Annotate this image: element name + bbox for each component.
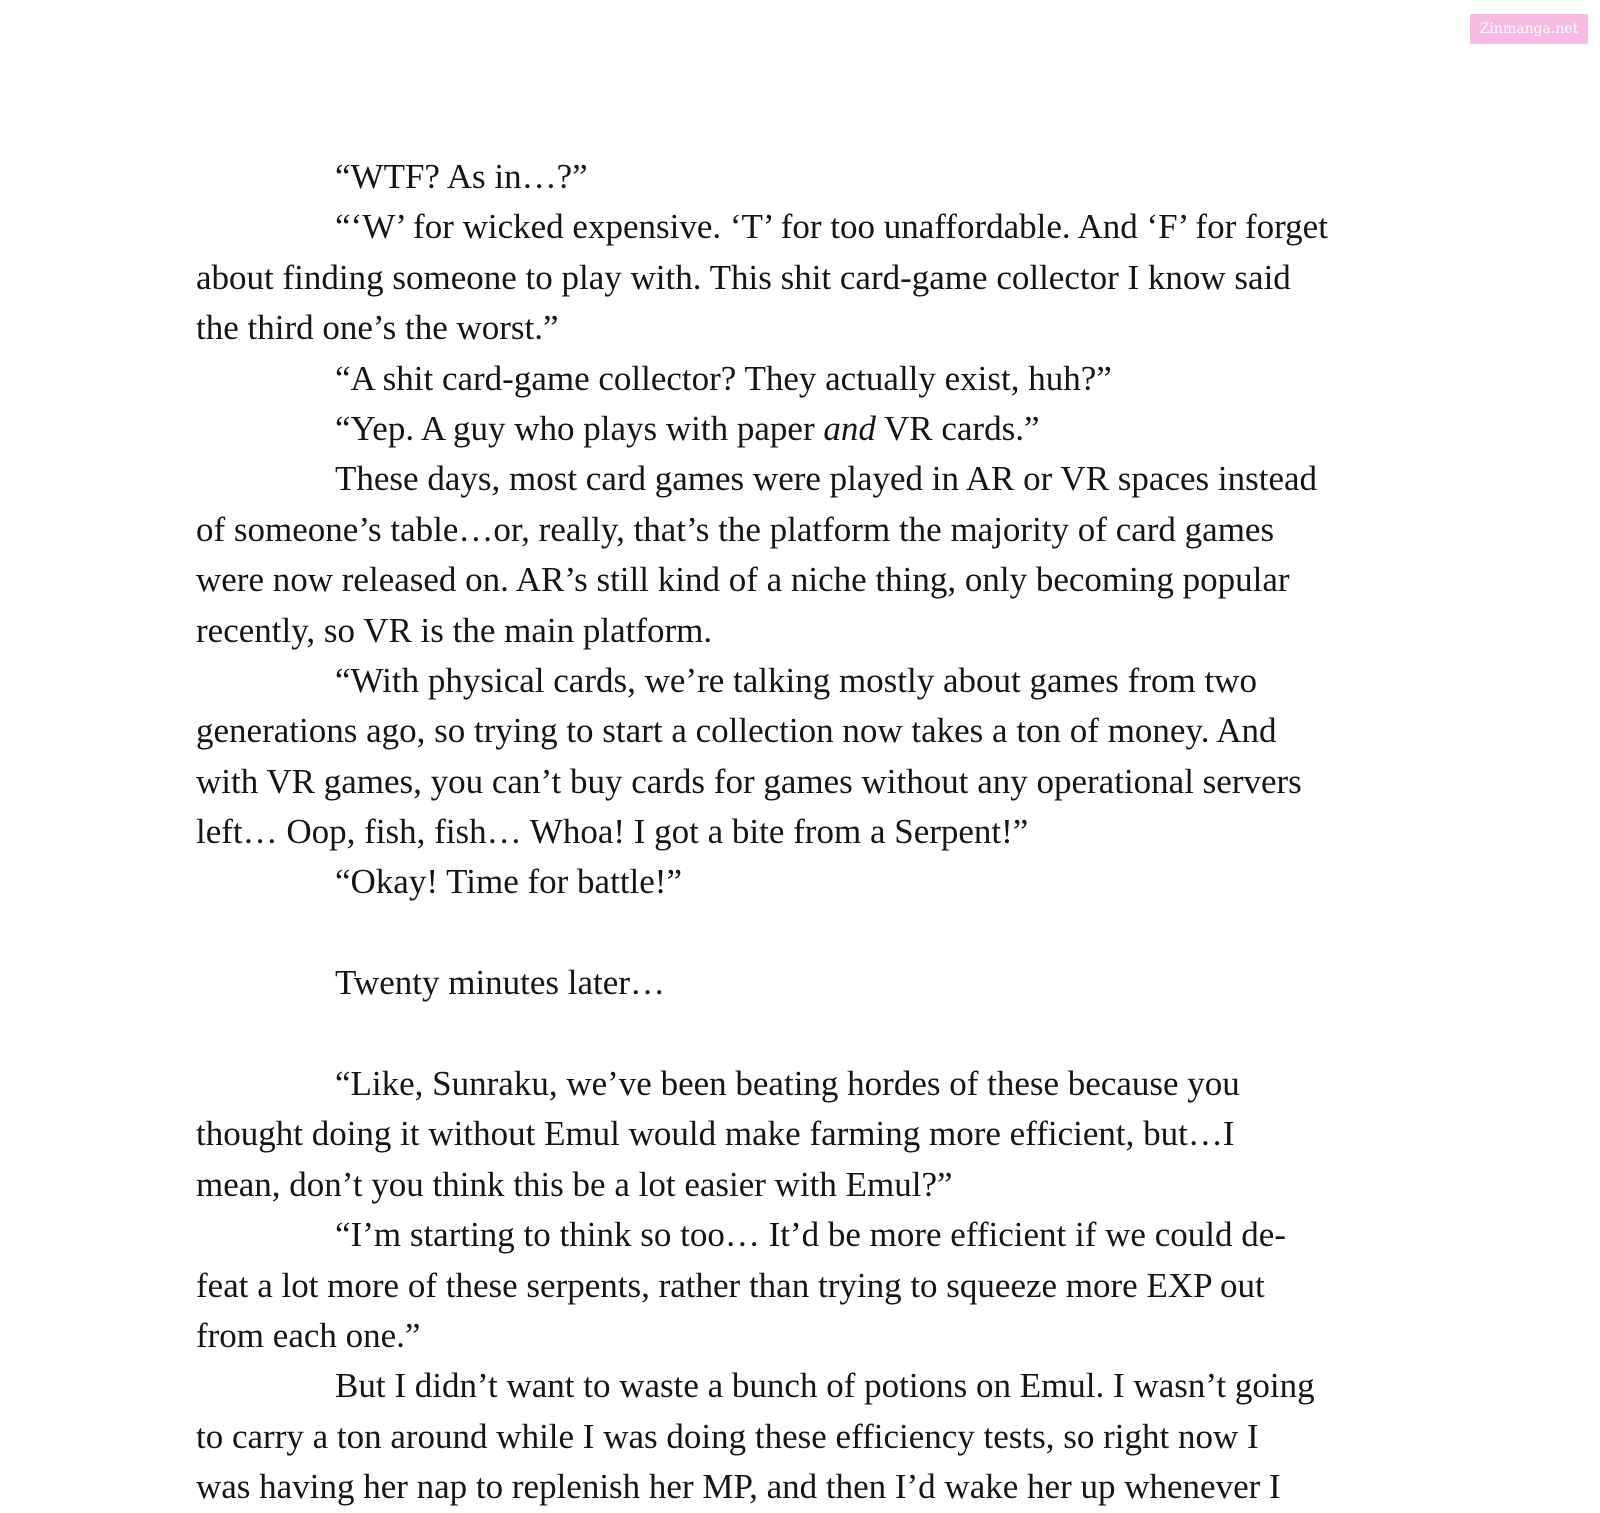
text-segment: VR cards.” [875,408,1040,448]
text-line: of someone’s table…or, really, that’s the platform the majority of card games [196,509,1275,549]
emphasized-word: and [823,408,876,448]
text-line: was having her nap to replenish her MP, and then I’d wake her up whenever I [196,1467,1281,1507]
text-line: “With physical cards, we’re talking mostly about games from two [335,660,1257,700]
text-line: left… Oop, fish, fish… Whoa! I got a bite from a Serpent!” [196,812,1029,852]
text-line: were now released on. AR’s still kind of a niche thing, only becoming popular [196,560,1290,600]
text-line: with VR games, you can’t buy cards for games without any operational servers [196,761,1302,801]
text-segment: “Yep. A guy who plays with paper [335,408,824,448]
novel-page-text [196,152,1486,1513]
text-line: from each one.” [196,1315,421,1355]
text-line: “I’m starting to think so too… It’d be more efficient if we could de- [335,1215,1286,1255]
text-line: Twenty minutes later… [335,963,665,1003]
text-line: thought doing it without Emul would make farming more efficient, but…I [196,1114,1235,1154]
text-line: These days, most card games were played in AR or VR spaces instead [335,459,1318,499]
text-line: feat a lot more of these serpents, rather than trying to squeeze more EXP out [196,1265,1265,1305]
text-line [196,404,1486,454]
watermark-badge: Zinmanga.net [1470,14,1588,44]
text-line: “Okay! Time for battle!” [335,862,682,902]
text-line: to carry a ton around while I was doing these efficiency tests, so right now I [196,1416,1259,1456]
text-line: about finding someone to play with. This shit card-game collector I know said [196,257,1291,297]
text-line: “Like, Sunraku, we’ve been beating hordes of these because you [335,1064,1240,1104]
text-line: “‘W’ for wicked expensive. ‘T’ for too unaffordable. And ‘F’ for forget [335,207,1328,247]
text-line: generations ago, so trying to start a collection now takes a ton of money. And [196,711,1277,751]
text-line: But I didn’t want to waste a bunch of potions on Emul. I wasn’t going [335,1366,1315,1406]
text-line: “A shit card-game collector? They actually exist, huh?” [335,358,1112,398]
text-line: mean, don’t you think this be a lot easier with Emul?” [196,1164,953,1204]
text-line: “WTF? As in…?” [335,157,588,196]
blank-line [196,1009,1486,1059]
text-line: recently, so VR is the main platform. [196,610,713,650]
blank-line [196,908,1486,958]
text-line: the third one’s the worst.” [196,308,559,348]
